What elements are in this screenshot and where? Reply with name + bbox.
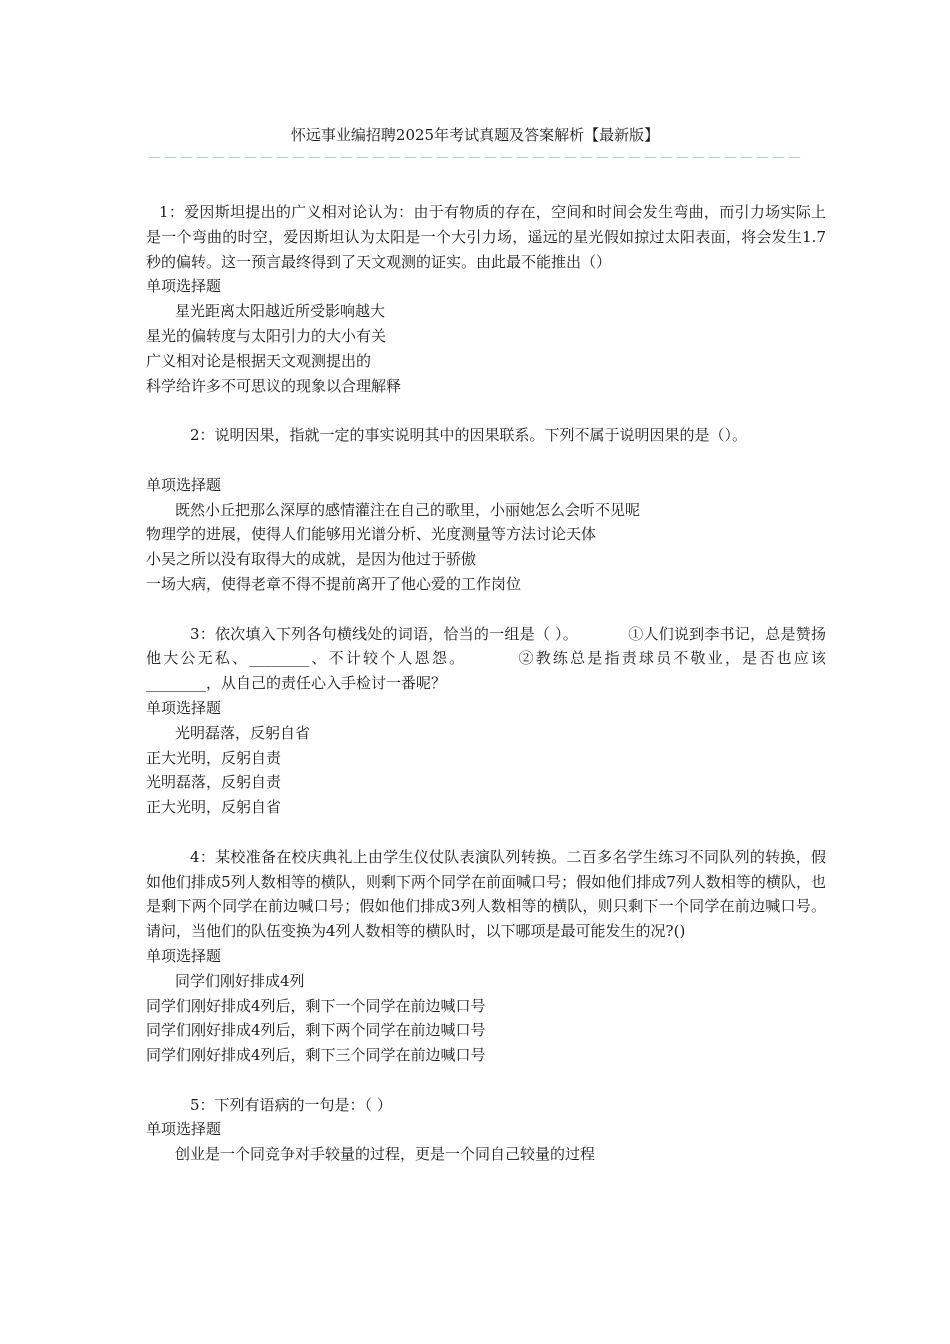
option-c[interactable]: 广义相对论是根据天文观测提出的 — [146, 351, 372, 370]
question-2 — [146, 423, 826, 597]
question-type: 单项选择题 — [146, 946, 222, 965]
question-type: 单项选择题 — [146, 698, 222, 717]
option-a[interactable]: 星光距离太阳越近所受影响越大 — [175, 302, 386, 321]
option-c[interactable]: 同学们刚好排成4列后，剩下两个同学在前边喊口号 — [146, 1021, 486, 1040]
question-text: 下列有语病的一句是：（ ） — [214, 1095, 392, 1114]
question-type: 单项选择题 — [146, 475, 222, 494]
option-b[interactable]: 星光的偏转度与太阳引力的大小有关 — [146, 326, 387, 345]
question-5 — [146, 1093, 826, 1167]
document-title: 怀远事业编招聘2025年考试真题及答案解析【最新版】 — [290, 126, 660, 144]
question-number: 1： — [159, 203, 185, 221]
question-stem — [146, 423, 826, 448]
document-body — [146, 200, 826, 1167]
question-number: 3： — [190, 624, 216, 643]
option-a[interactable]: 光明磊落，反躬自省 — [175, 723, 311, 742]
option-c[interactable]: 光明磊落，反躬自责 — [146, 773, 282, 792]
question-1 — [146, 200, 826, 398]
question-stem — [146, 1093, 826, 1118]
title-divider: －－－－－－－－－－－－－－－－－－－－－－－－－－－－－－－－－－－－－－－－－ — [146, 149, 803, 167]
question-text-intro: 依次填入下列各句横线处的词语，恰当的一组是（ ）。 — [215, 624, 579, 643]
option-a[interactable]: 创业是一个同竞争对手较量的过程，更是一个同自己较量的过程 — [175, 1145, 596, 1164]
question-stem — [146, 845, 826, 944]
question-number: 4： — [190, 847, 216, 866]
option-d[interactable]: 正大光明，反躬自省 — [146, 798, 282, 817]
question-stem — [146, 200, 826, 274]
option-d[interactable]: 一场大病，使得老章不得不提前离开了他心爱的工作岗位 — [146, 574, 522, 593]
question-text-sentence-2: ②教练总是指责球员不敬业，是否也应该________，从自己的责任心入手检讨一番呢？ — [146, 649, 826, 693]
option-b[interactable]: 物理学的进展，使得人们能够用光谱分析、光度测量等方法讨论天体 — [146, 525, 597, 544]
question-text: 说明因果，指就一定的事实说明其中的因果联系。下列不属于说明因果的是（）。 — [214, 426, 748, 445]
question-type: 单项选择题 — [146, 1120, 222, 1139]
question-number: 2： — [190, 426, 215, 445]
question-text: 爱因斯坦提出的广义相对论认为：由于有物质的存在，空间和时间会发生弯曲，而引力场实际上是一个弯曲的时空，爱因斯坦认为太阳是一个大引力场，遥远的星光假如掠过太阳表面，将会发生1.7秒的偏转。这一预言最终得到了天文观测的证实。由此最不能推出（） — [146, 203, 826, 271]
option-b[interactable]: 同学们刚好排成4列后，剩下一个同学在前边喊口号 — [146, 996, 486, 1015]
question-4 — [146, 845, 826, 1068]
option-c[interactable]: 小吴之所以没有取得大的成就，是因为他过于骄傲 — [146, 550, 477, 569]
option-d[interactable]: 同学们刚好排成4列后，剩下三个同学在前边喊口号 — [146, 1046, 486, 1065]
option-b[interactable]: 正大光明，反躬自责 — [146, 748, 282, 767]
question-stem — [146, 622, 826, 696]
option-a[interactable]: 同学们刚好排成4列 — [175, 971, 305, 990]
option-a[interactable]: 既然小丘把那么深厚的感情灌注在自己的歌里，小丽她怎么会听不见呢 — [175, 500, 641, 519]
question-3 — [146, 622, 826, 820]
question-number: 5： — [190, 1095, 215, 1114]
option-d[interactable]: 科学给许多不可思议的现象以合理解释 — [146, 376, 402, 395]
question-type: 单项选择题 — [146, 277, 222, 296]
question-text: 某校准备在校庆典礼上由学生仪仗队表演队列转换。二百多名学生练习不同队列的转换，假如他们排成5列人数相等的横队，则剩下两个同学在前面喊口号；假如他们排成7列人数相等的横队，也是剩下两个同学在前边喊口号；假如他们排成3列人数相等的横队，则只剩下一个同学在前边喊口号。请问，当他们的队伍变换为4列人数相等的横队时，以下哪项是最可能发生的况?() — [146, 847, 826, 941]
question-text-sentence-1: ①人们说到李书记，总是赞扬他大公无私、________、不计较个人恩怨。 — [146, 624, 826, 668]
